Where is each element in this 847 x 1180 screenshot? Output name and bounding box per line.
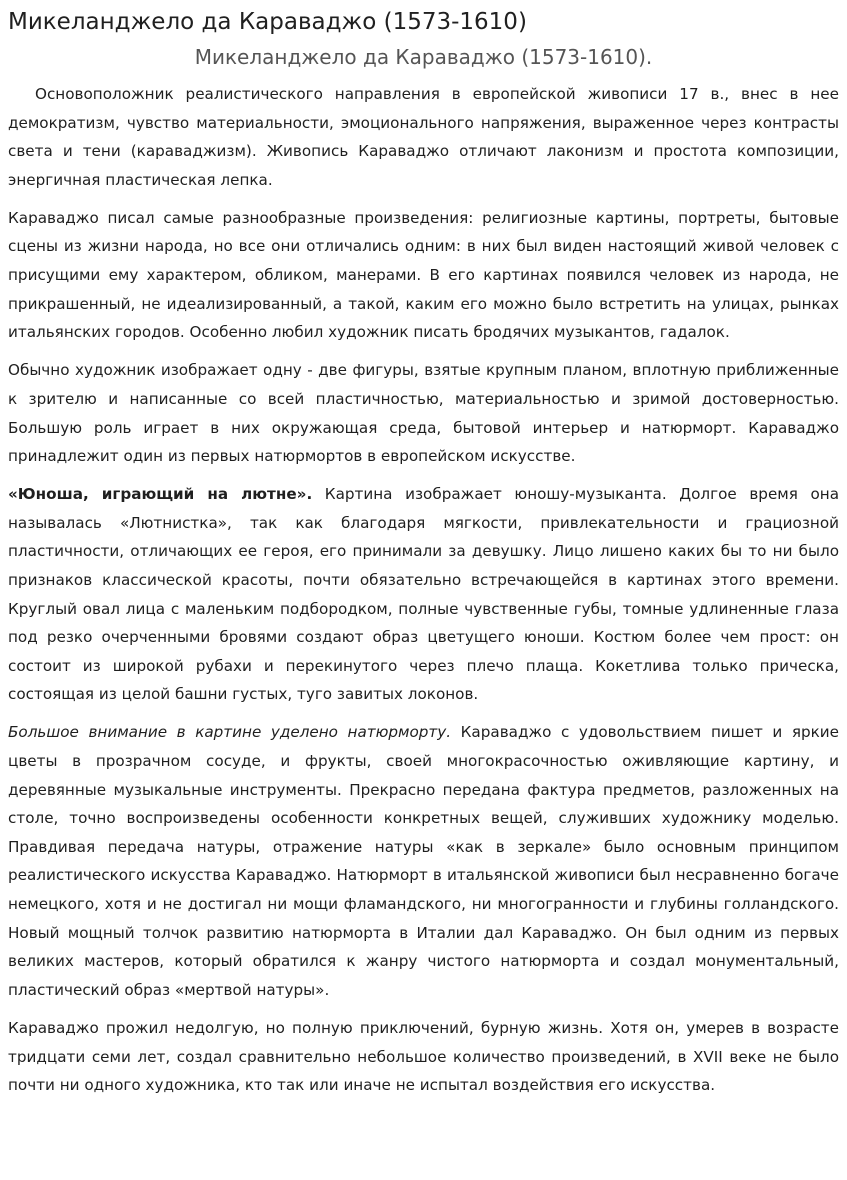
paragraph-lute-player-text: Картина изображает юношу-музыканта. Долгое время она называлась «Лютнистка», так как благодаря мягкости, привлекательности и грациозной пластичности, отличающих ее героя, его принимали за девушку. Лицо лишено каких бы то ни было признаков классической красоты, почти обязательно встречающейся в картинах этого времени. Круглый овал лица с маленьким подбородком, полные чувственные губы, томные удлиненные глаза под резко очерченными бровями создают образ цветущего юноши. Костюм более чем прост: он состоит из широкой рубахи и перекинутого через плечо плаща. Кокетлива только прическа, состоящая из целой башни густых, туго завитых локонов. <box>8 485 839 704</box>
paragraph-life: Караваджо прожил недолгую, но полную приключений, бурную жизнь. Хотя он, умерев в возрасте тридцати семи лет, создал сравнительно небольшое количество произведений, в XVII веке не было почти ни одного художника, кто так или иначе не испытал воздействия его искусства. <box>8 1018 839 1095</box>
paragraph-intro: Основоположник реалистического направления в европейской живописи 17 в., внес в нее демократизм, чувство материальности, эмоционального напряжения, выраженное через контрасты света и тени (караваджизм). Живопись Караваджо отличают лаконизм и простота композиции, энергичная пластическая лепка. <box>8 85 839 189</box>
painting-title: «Юноша, играющий на лютне». <box>8 485 313 504</box>
still-life-lead: Большое внимание в картине уделено натюрморту. <box>8 723 452 742</box>
paragraph-lute-player <box>8 480 839 709</box>
paragraph-still-life-text: Караваджо с удовольствием пишет и яркие цветы в прозрачном сосуде, и фрукты, своей многокрасочностью оживляющие картину, и деревянные музыкальные инструменты. Прекрасно передана фактура предметов, разложенных на столе, точно воспроизведены особенности конкретных вещей, служивших художнику моделью. Правдивая передача натуры, отражение натуры «как в зеркале» было основным принципом реалистического искусства Караваджо. Натюрморт в итальянской живописи был несравненно богаче немецкого, хотя и не достигал ни мощи фламандского, ни многогранности и глубины голландского. Новый мощный толчок развитию натюрморта в Италии дал Караваджо. Он был одним из первых великих мастеров, который обратился к жанру чистого натюрморта и создал монументальный, пластический образ «мертвой натуры». <box>8 723 839 999</box>
paragraph-works: Караваджо писал самые разнообразные произведения: религиозные картины, портреты, бытовые сцены из жизни народа, но все они отличались одним: в них был виден настоящий живой человек с присущими ему характером, обликом, манерами. В его картинах появился человек из народа, не прикрашенный, не идеализированный, а такой, каким его можно было встретить на улицах, рынках итальянских городов. Особенно любил художник писать бродячих музыкантов, гадалок. <box>8 208 839 342</box>
page-title: Микеланджело да Караваджо (1573-1610) <box>8 9 527 35</box>
paragraph-composition: Обычно художник изображает одну - две фигуры, взятые крупным планом, вплотную приближенные к зрителю и написанные со всей пластичностью, материальностью и зримой достоверностью. Большую роль играет в них окружающая среда, бытовой интерьер и натюрморт. Караваджо принадлежит один из первых натюрмортов в европейском искусстве. <box>8 361 839 466</box>
paragraph-still-life <box>8 718 839 1004</box>
article-subtitle: Микеланджело да Караваджо (1573-1610). <box>194 45 653 69</box>
